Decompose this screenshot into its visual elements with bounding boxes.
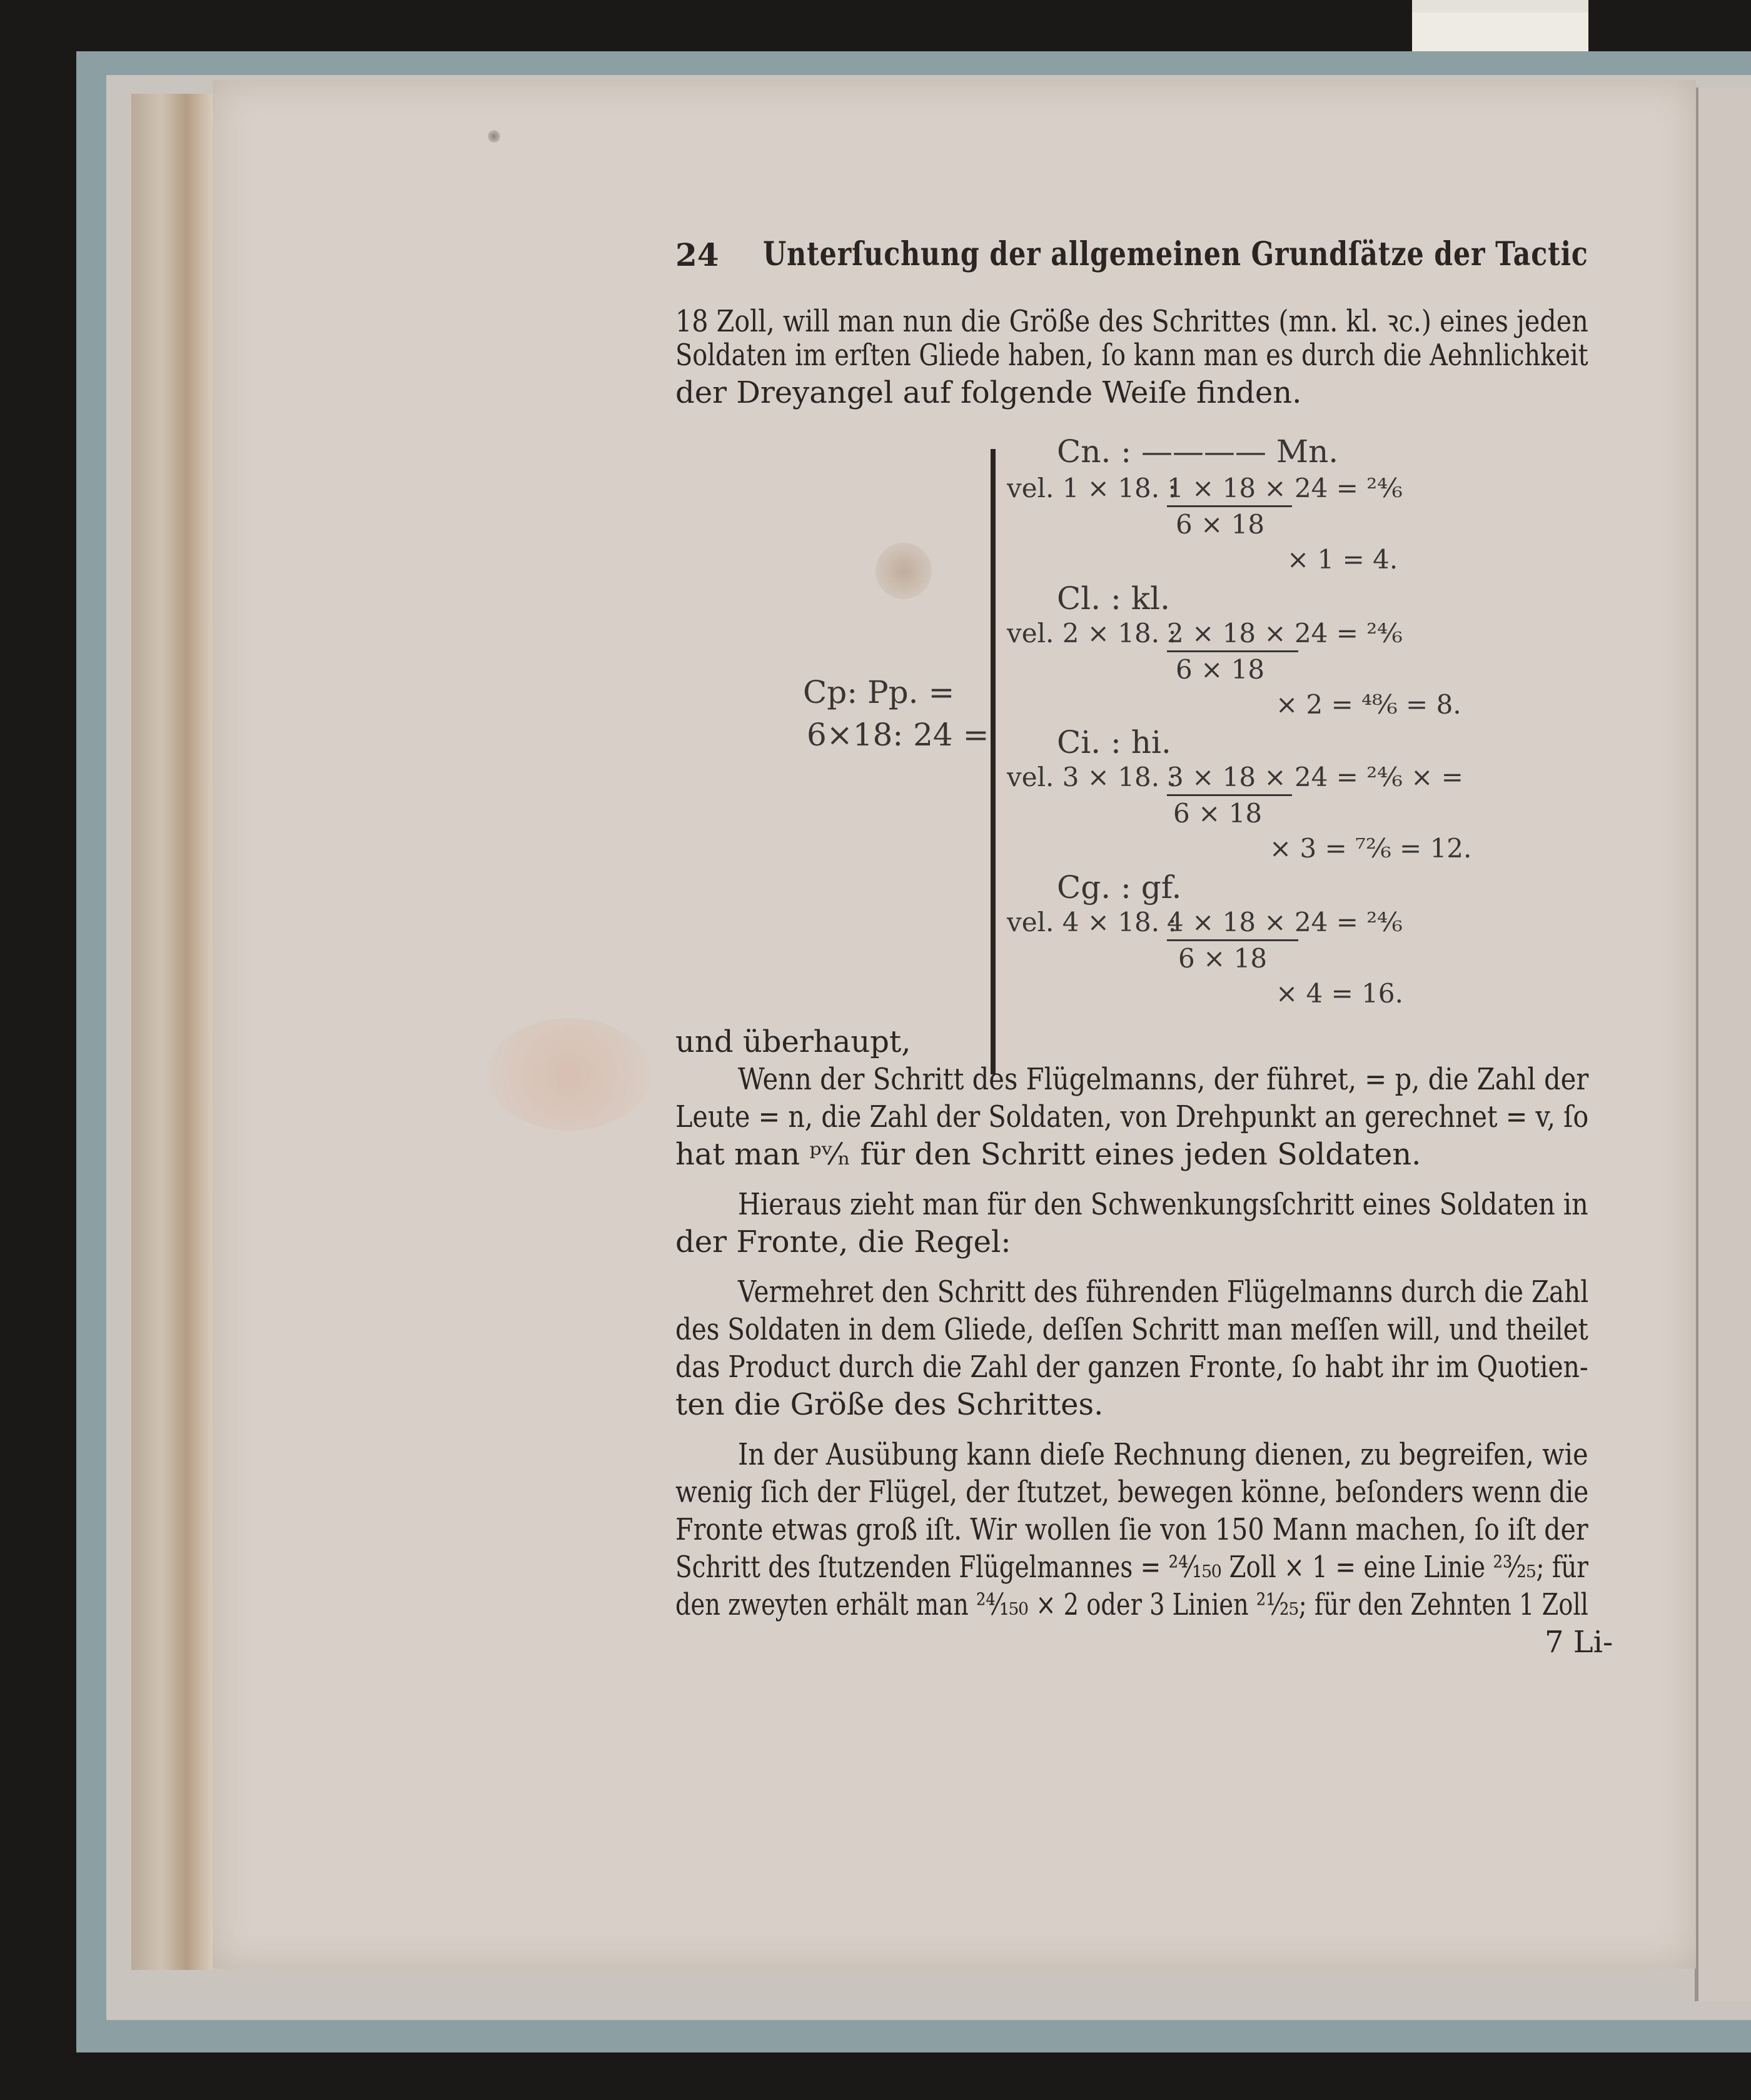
ratio-4: Cg. : gf. — [1057, 869, 1182, 906]
text-line: des Soldaten in dem Gliede, deſſen Schritt man meſſen will, und theilet — [675, 1312, 1588, 1347]
text-line: Fronte etwas groß iſt. Wir wollen ſie von 150 Mann machen, ſo iſt der — [675, 1512, 1588, 1547]
fraction-bar-2 — [1167, 650, 1298, 652]
curly-bracket — [991, 449, 996, 1074]
denominator-2: 6 × 18 — [1176, 654, 1265, 685]
text-line: 18 Zoll, will man nun die Größe des Schrittes (mn. kl. ꝛc.) eines jeden — [675, 304, 1588, 339]
text-line: In der Ausübung kann dieſe Rechnung dienen, zu begreifen, wie — [738, 1437, 1588, 1472]
text-line: Schritt des ſtutzenden Flügelmannes = ²⁴⁄₁₅₀ Zoll × 1 = eine Linie ²³⁄₂₅; für — [675, 1550, 1588, 1585]
bookmark-tab-top — [1412, 0, 1588, 13]
ratio-1: Cn. : ———— Mn. — [1057, 433, 1339, 470]
numerator-2: 2 × 18 × 24 = ²⁴⁄₆ — [1167, 618, 1403, 649]
text-line: Hieraus zieht man für den Schwenkungsſchritt eines Soldaten in — [738, 1187, 1588, 1222]
vel-1: vel. 1 × 18. : — [1007, 473, 1177, 503]
result-2: × 2 = ⁴⁸⁄₆ = 8. — [1276, 689, 1461, 720]
book-page — [213, 80, 1696, 1969]
text-line: das Product durch die Zahl der ganzen Fronte, ſo habt ihr im Quotien- — [675, 1350, 1588, 1385]
proportion-left-1: Cp: Pp. = — [803, 674, 955, 710]
ratio-3: Ci. : hi. — [1057, 724, 1171, 760]
running-title: Unterſuchung der allgemeinen Grundſätze der Tactic — [763, 235, 1588, 273]
paper-stain — [488, 1018, 650, 1131]
text-line: Wenn der Schritt des Flügelmanns, der führet, = p, die Zahl der — [738, 1062, 1589, 1097]
text-line: der Dreyangel auf folgende Weiſe finden. — [675, 375, 1302, 410]
text-line: und überhaupt, — [675, 1024, 911, 1059]
text-line: Soldaten im erſten Gliede haben, ſo kann man es durch die Aehnlichkeit — [675, 338, 1588, 373]
ratio-2: Cl. : kl. — [1057, 580, 1170, 617]
vel-4: vel. 4 × 18. : — [1007, 907, 1177, 937]
proportion-left-2: 6×18: 24 = — [807, 717, 989, 753]
facing-page-edge — [1695, 88, 1751, 2001]
text-line: Leute = n, die Zahl der Soldaten, von Drehpunkt an gerechnet = v, ſo — [675, 1099, 1589, 1134]
paper-stain — [488, 130, 500, 143]
paper-stain — [876, 543, 932, 599]
result-4: × 4 = 16. — [1276, 978, 1403, 1009]
vel-2: vel. 2 × 18. : — [1007, 618, 1177, 649]
text-line: ten die Größe des Schrittes. — [675, 1387, 1104, 1422]
fraction-bar-3 — [1167, 794, 1292, 796]
text-line: Vermehret den Schritt des führenden Flügelmanns durch die Zahl — [738, 1275, 1589, 1310]
text-line: hat man ᵖᵛ⁄ₙ für den Schritt eines jeden Soldaten. — [675, 1137, 1421, 1172]
catchword: 7 Li- — [1545, 1625, 1613, 1660]
text-line: der Fronte, die Regel: — [675, 1224, 1011, 1259]
result-3: × 3 = ⁷²⁄₆ = 12. — [1269, 833, 1472, 864]
vel-3: vel. 3 × 18. : — [1007, 762, 1177, 792]
fraction-bar-1 — [1167, 505, 1292, 507]
result-1: × 1 = 4. — [1287, 544, 1398, 575]
page-number: 24 — [675, 236, 719, 273]
fraction-bar-4 — [1167, 939, 1298, 941]
denominator-4: 6 × 18 — [1178, 943, 1268, 974]
numerator-1: 1 × 18 × 24 = ²⁴⁄₆ — [1167, 473, 1403, 503]
text-line: den zweyten erhält man ²⁴⁄₁₅₀ × 2 oder 3 Linien ²¹⁄₂₅; für den Zehnten 1 Zoll — [675, 1587, 1588, 1622]
numerator-4: 4 × 18 × 24 = ²⁴⁄₆ — [1167, 907, 1403, 937]
denominator-3: 6 × 18 — [1173, 798, 1263, 829]
text-line: wenig ſich der Flügel, der ſtutzet, bewegen könne, beſonders wenn die — [675, 1475, 1589, 1510]
numerator-3: 3 × 18 × 24 = ²⁴⁄₆ × = — [1167, 762, 1463, 792]
denominator-1: 6 × 18 — [1176, 509, 1265, 540]
